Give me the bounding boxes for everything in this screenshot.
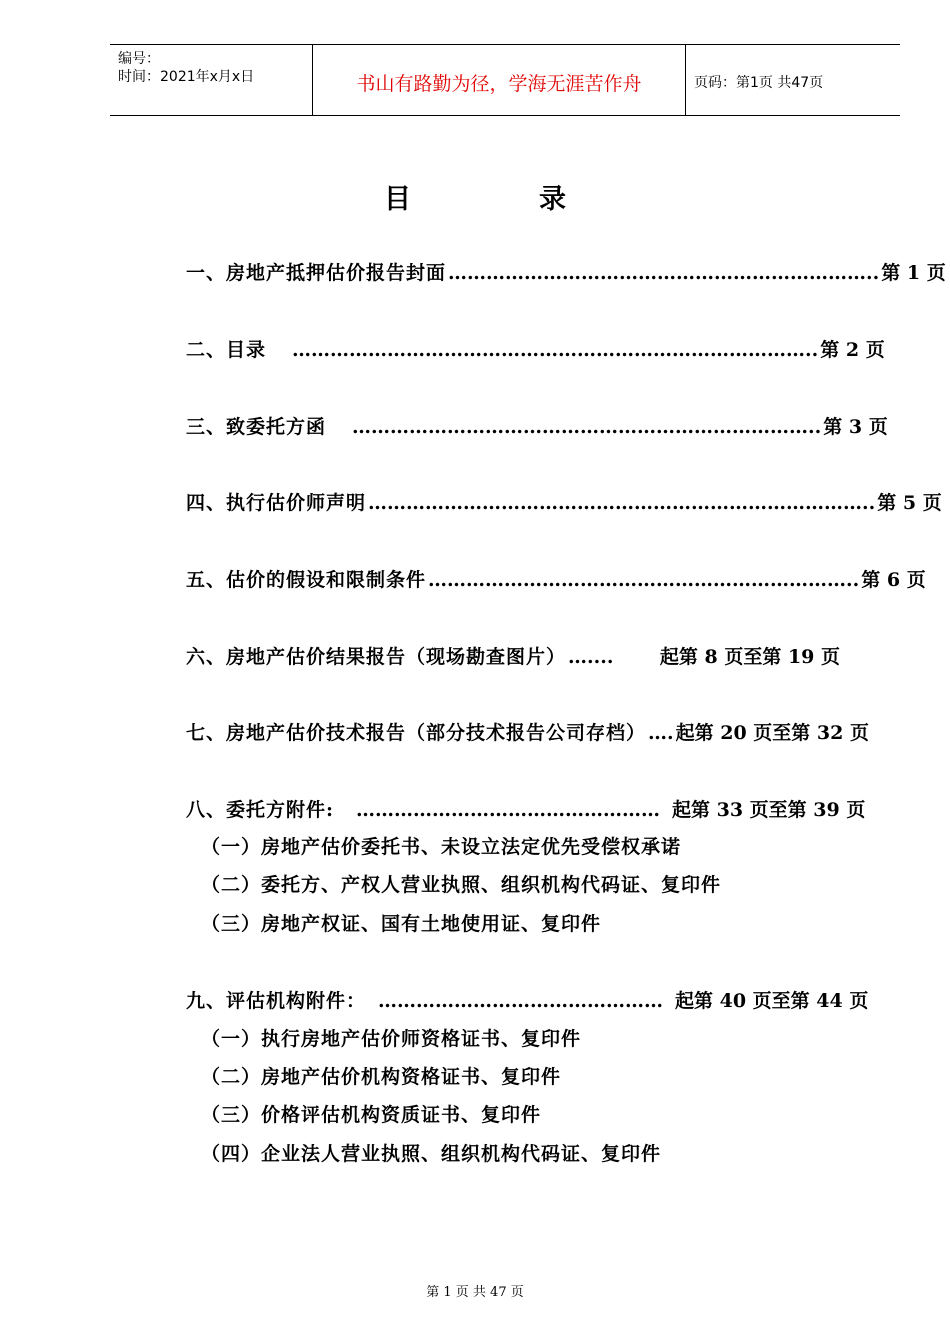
header-meta-cell <box>110 45 313 115</box>
toc-entry-page: 起第 40 页至第 44 页 <box>675 990 869 1012</box>
title-char-2: 录 <box>539 184 566 215</box>
toc-entry-page: 第 5 页 <box>877 492 942 514</box>
toc-entry-leader: …. <box>648 722 674 744</box>
title-char-1: 目 <box>384 184 411 215</box>
toc-entry-label: 六、房地产估价结果报告（现场勘查图片） <box>186 646 567 668</box>
toc-entry-label: 八、委托方附件: <box>186 799 335 821</box>
sub-list-item: （三）价格评估机构资质证书、复印件 <box>201 1104 542 1126</box>
toc-entry-leader: ……………………………………………………………….. <box>352 416 822 438</box>
toc-entry-label: 七、房地产估价技术报告（部分技术报告公司存档） <box>186 722 647 744</box>
header-table <box>110 44 900 116</box>
toc-entry-page: 第 1 页 <box>881 262 946 284</box>
doc-number-label: 编号： <box>118 51 160 67</box>
toc-entry-leader: ………………………………………………………….. <box>428 569 860 591</box>
toc-entry-page: 第 3 页 <box>823 416 888 438</box>
header-page-cell <box>686 45 900 115</box>
toc-entry-page: 起第 8 页至第 19 页 <box>659 646 840 668</box>
toc-entry-label: 二、目录 <box>186 339 267 361</box>
toc-entry-page: 起第 20 页至第 32 页 <box>675 722 869 744</box>
toc-entry-label: 九、评估机构附件： <box>186 990 367 1012</box>
toc-entry-page: 第 2 页 <box>820 339 885 361</box>
toc-entry <box>186 412 888 440</box>
toc-entry <box>186 565 926 593</box>
page-footer: 第 1 页 共 47 页 <box>426 1285 524 1300</box>
sub-list-item: （三）房地产权证、国有土地使用证、复印件 <box>201 913 602 935</box>
toc-entry <box>186 335 885 363</box>
toc-entry-leader: ……………………………………………………………………….. <box>292 339 819 361</box>
toc-entry-leader: ….... <box>568 646 614 668</box>
toc-entry-label: 五、估价的假设和限制条件 <box>186 569 427 591</box>
toc-entry <box>186 718 869 746</box>
toc-entry-label: 三、致委托方函 <box>186 416 327 438</box>
sub-list-item: （四）企业法人营业执照、组织机构代码证、复印件 <box>201 1143 662 1165</box>
sub-list-item: （一）执行房地产估价师资格证书、复印件 <box>201 1028 582 1050</box>
toc-entry <box>186 258 946 286</box>
sub-list-item: （二）房地产估价机构资格证书、复印件 <box>201 1066 562 1088</box>
sub-list-item: （一）房地产估价委托书、未设立法定优先受偿权承诺 <box>201 836 682 858</box>
toc-entry-leader: ………………………………………… <box>356 799 661 821</box>
toc-entry-label: 四、执行估价师声明 <box>186 492 367 514</box>
toc-entry <box>186 488 942 516</box>
toc-entry-label: 一、房地产抵押估价报告封面 <box>186 262 447 284</box>
doc-time-label: 时间：2021年x月x日 <box>118 69 255 85</box>
page-info-text: 页码：第1页 共47页 <box>694 75 824 91</box>
toc-entry-leader: ……………………………………… <box>378 990 664 1012</box>
toc-entry-page: 起第 33 页至第 39 页 <box>672 799 866 821</box>
toc-entry <box>186 795 866 823</box>
toc-entry <box>186 642 840 670</box>
toc-entry <box>186 986 869 1014</box>
sub-list-item: （二）委托方、产权人营业执照、组织机构代码证、复印件 <box>201 874 722 896</box>
toc-entry-page: 第 6 页 <box>861 569 926 591</box>
toc-entry-leader: …………………………………………………………………….. <box>368 492 876 514</box>
page-title <box>0 177 950 216</box>
motto-text: 书山有路勤为径，学海无涯苦作舟 <box>356 73 642 95</box>
header-motto-cell <box>313 45 686 115</box>
toc-entry-leader: ………………………………………………………….. <box>448 262 880 284</box>
